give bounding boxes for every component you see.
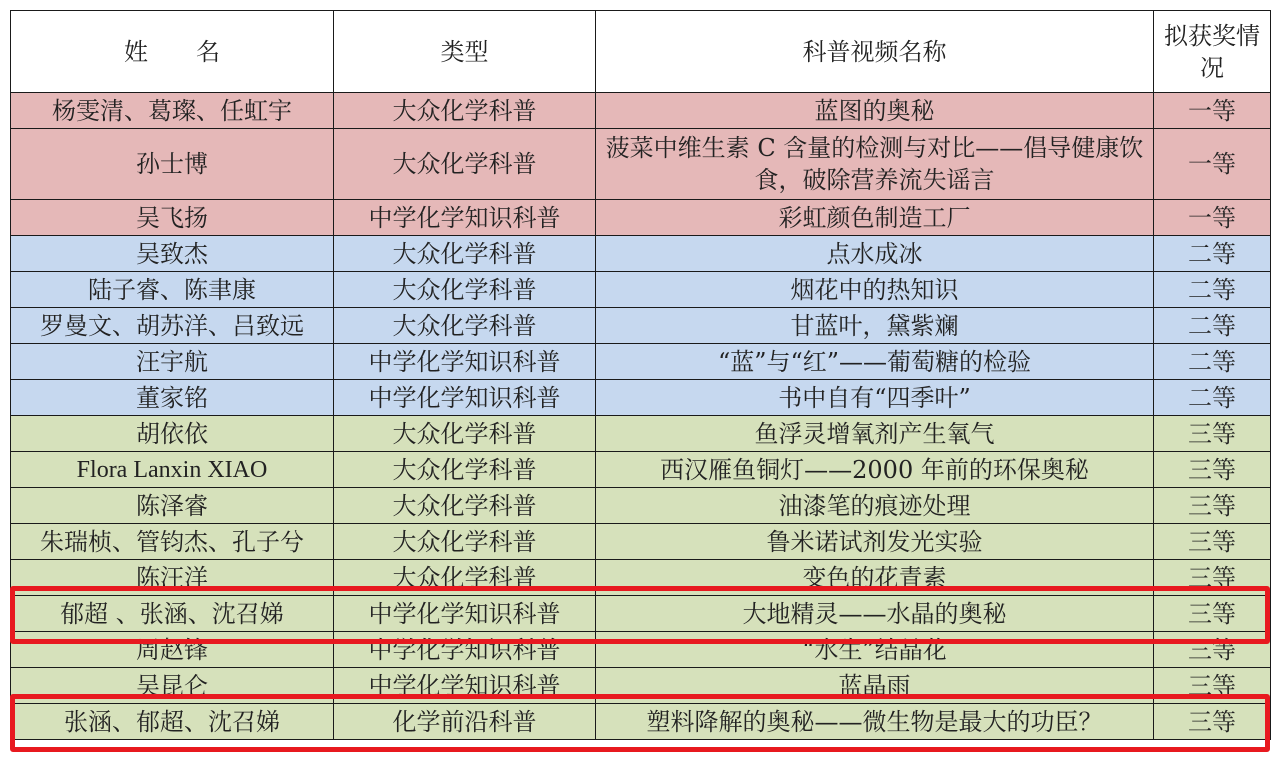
table-row [11, 344, 1271, 380]
cell-name: 陈泽睿 [11, 488, 334, 524]
cell-name: 吴昆仑 [11, 668, 334, 704]
cell-video-title: 菠菜中维生素 C 含量的检测与对比——倡导健康饮食，破除营养流失谣言 [596, 129, 1154, 200]
table-row [11, 416, 1271, 452]
cell-type: 中学化学知识科普 [334, 668, 596, 704]
cell-video-title: “蓝”与“红”——葡萄糖的检验 [596, 344, 1154, 380]
header-row [11, 11, 1271, 93]
cell-award: 二等 [1154, 380, 1271, 416]
cell-video-title: 甘蓝叶，黛紫斓 [596, 308, 1154, 344]
cell-type: 中学化学知识科普 [334, 632, 596, 668]
cell-type: 大众化学科普 [334, 272, 596, 308]
cell-award: 一等 [1154, 200, 1271, 236]
cell-name: 吴致杰 [11, 236, 334, 272]
cell-type: 化学前沿科普 [334, 704, 596, 740]
table-row [11, 632, 1271, 668]
cell-award: 三等 [1154, 704, 1271, 740]
table-row [11, 524, 1271, 560]
cell-video-title: 烟花中的热知识 [596, 272, 1154, 308]
table-row [11, 488, 1271, 524]
cell-name: 张涵、郁超、沈召娣 [11, 704, 334, 740]
cell-name: 汪宇航 [11, 344, 334, 380]
cell-video-title: 鲁米诺试剂发光实验 [596, 524, 1154, 560]
cell-name: 董家铭 [11, 380, 334, 416]
cell-video-title: 油漆笔的痕迹处理 [596, 488, 1154, 524]
cell-award: 二等 [1154, 272, 1271, 308]
cell-video-title: 西汉雁鱼铜灯——2000 年前的环保奥秘 [596, 452, 1154, 488]
cell-name: 孙士博 [11, 129, 334, 200]
cell-video-title: 蓝图的奥秘 [596, 93, 1154, 129]
cell-type: 中学化学知识科普 [334, 200, 596, 236]
header-type: 类型 [334, 11, 596, 93]
cell-video-title: 点水成冰 [596, 236, 1154, 272]
cell-name: 郁超 、张涵、沈召娣 [11, 596, 334, 632]
table-row [11, 272, 1271, 308]
cell-video-title: 彩虹颜色制造工厂 [596, 200, 1154, 236]
cell-type: 大众化学科普 [334, 308, 596, 344]
cell-name: 陈汪洋 [11, 560, 334, 596]
cell-video-title: 大地精灵——水晶的奥秘 [596, 596, 1154, 632]
award-table [10, 10, 1271, 740]
table-row [11, 380, 1271, 416]
cell-award: 三等 [1154, 560, 1271, 596]
cell-video-title: “水生”结晶花 [596, 632, 1154, 668]
cell-name: 朱瑞桢、管钧杰、孔子兮 [11, 524, 334, 560]
table-row [11, 236, 1271, 272]
cell-award: 一等 [1154, 93, 1271, 129]
header-name: 姓 名 [11, 11, 334, 93]
cell-type: 大众化学科普 [334, 560, 596, 596]
table-row [11, 704, 1271, 740]
cell-award: 三等 [1154, 452, 1271, 488]
table-row [11, 452, 1271, 488]
cell-name: 吴飞扬 [11, 200, 334, 236]
cell-name: 周赵锋 [11, 632, 334, 668]
cell-award: 三等 [1154, 488, 1271, 524]
cell-award: 三等 [1154, 632, 1271, 668]
table-row [11, 93, 1271, 129]
cell-video-title: 书中自有“四季叶” [596, 380, 1154, 416]
cell-type: 中学化学知识科普 [334, 380, 596, 416]
table-body [11, 93, 1271, 740]
cell-award: 二等 [1154, 344, 1271, 380]
table-row [11, 560, 1271, 596]
header-video-title: 科普视频名称 [596, 11, 1154, 93]
cell-type: 中学化学知识科普 [334, 596, 596, 632]
cell-type: 大众化学科普 [334, 416, 596, 452]
table-row [11, 129, 1271, 200]
cell-award: 三等 [1154, 524, 1271, 560]
cell-video-title: 鱼浮灵增氧剂产生氧气 [596, 416, 1154, 452]
cell-type: 大众化学科普 [334, 93, 596, 129]
cell-type: 大众化学科普 [334, 524, 596, 560]
cell-type: 大众化学科普 [334, 488, 596, 524]
cell-award: 三等 [1154, 596, 1271, 632]
cell-award: 三等 [1154, 416, 1271, 452]
table-row [11, 308, 1271, 344]
cell-video-title: 蓝晶雨 [596, 668, 1154, 704]
cell-award: 二等 [1154, 236, 1271, 272]
table-row [11, 596, 1271, 632]
cell-award: 三等 [1154, 668, 1271, 704]
cell-name: 杨雯清、葛璨、任虹宇 [11, 93, 334, 129]
cell-video-title: 变色的花青素 [596, 560, 1154, 596]
cell-type: 大众化学科普 [334, 129, 596, 200]
header-award: 拟获奖情况 [1154, 11, 1271, 93]
cell-type: 中学化学知识科普 [334, 344, 596, 380]
cell-type: 大众化学科普 [334, 236, 596, 272]
cell-name: 罗曼文、胡苏洋、吕致远 [11, 308, 334, 344]
cell-type: 大众化学科普 [334, 452, 596, 488]
cell-video-title: 塑料降解的奥秘——微生物是最大的功臣？ [596, 704, 1154, 740]
table-row [11, 200, 1271, 236]
cell-award: 一等 [1154, 129, 1271, 200]
cell-name: 陆子睿、陈聿康 [11, 272, 334, 308]
cell-award: 二等 [1154, 308, 1271, 344]
cell-name: Flora Lanxin XIAO [11, 452, 334, 488]
table-row [11, 668, 1271, 704]
cell-name: 胡依依 [11, 416, 334, 452]
